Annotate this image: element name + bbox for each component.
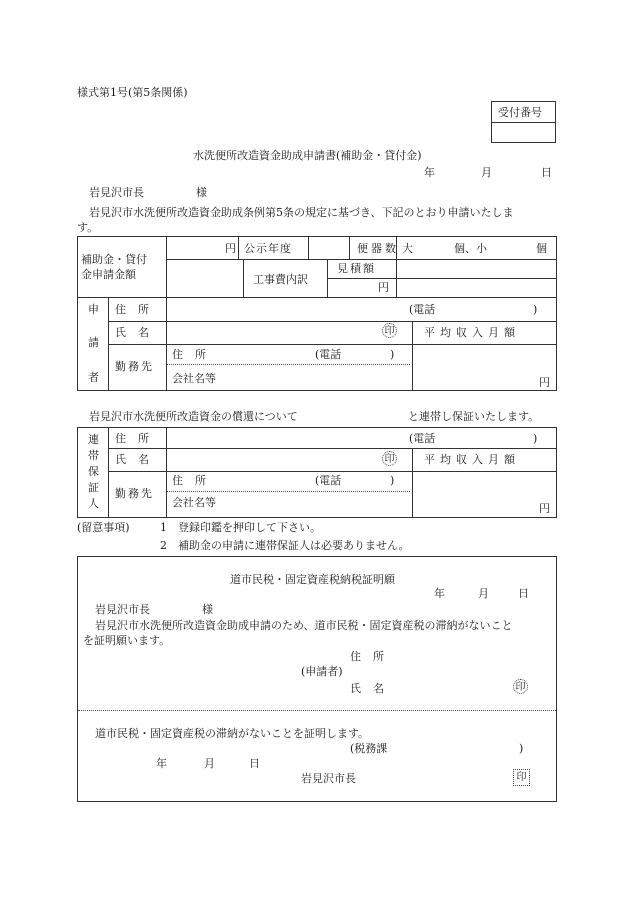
guarantor-label-3: 保 [88,465,99,478]
g-phone-label: (電話 [409,432,436,445]
form-title: 水洗便所改造資金助成申請書(補助金・貸付金) [193,149,422,162]
g-work-phone-close: ) [390,474,395,487]
estimate-label: 見積額 [337,262,376,275]
large-label: 大 [402,242,413,255]
g-work-phone-label: (電話 [315,474,342,487]
guarantee-statement-end: と連帯し保証いたします。 [408,410,540,423]
g-name-label: 氏名 [115,453,161,466]
tax-body-text-cont: を証明願います。 [83,634,171,647]
seal-icon: 印 [382,323,397,338]
date-month: 月 [481,166,492,179]
official-seal-icon: 印 [513,769,530,786]
application-table [77,236,557,391]
note-2-number: 2 [160,539,167,552]
intro-text-cont: す。 [77,221,99,234]
g-workplace-label: 勤務先 [115,487,154,500]
tax-certificate-box [77,556,557,802]
tax-applicant-label: (申請者) [301,665,343,678]
receipt-number-label: 受付番号 [498,106,542,119]
cert-date-day: 日 [249,757,260,770]
g-income-yen: 円 [539,502,550,515]
g-work-address-label: 住所 [172,474,218,487]
guarantor-label-2: 帯 [88,449,99,462]
tax-addressee-sama: 様 [202,603,213,616]
notes-label: (留意事項) [77,521,130,534]
estimate-yen: 円 [378,281,389,294]
guarantor-label-5: 人 [88,497,99,510]
addressee: 岩見沢市長 [89,186,144,199]
avg-income-label: 平均収入月額 [424,326,520,339]
phone-label: (電話 [409,303,436,316]
guarantor-label-4: 証 [88,481,99,494]
construction-breakdown-label: 工事費内訳 [253,273,308,286]
tax-date-year: 年 [434,587,445,600]
tax-title: 道市民税・固定資産税納税証明願 [230,573,395,586]
count-unit: 個 [536,242,547,255]
receipt-number-box [491,101,556,143]
applicant-label-1: 申 [88,303,99,316]
intro-text: 岩見沢市水洗便所改造資金助成条例第5条の規定に基づき、下記のとおり申請いたしま [89,206,514,219]
phone-close: ) [533,303,538,316]
g-phone-close: ) [533,432,538,445]
tax-address-label: 住所 [350,650,396,663]
guarantor-table [77,427,557,518]
tax-body-text: 岩見沢市水洗便所改造資金助成申請のため、道市民税・固定資産税の滞納がないこと [95,619,513,632]
guarantee-statement: 岩見沢市水洗便所改造資金の償還について [89,410,298,423]
date-day: 日 [541,166,552,179]
form-number: 様式第1号(第5条関係) [77,86,188,99]
work-phone-close: ) [390,348,395,361]
g-avg-income-label: 平均収入月額 [424,453,520,466]
company-label: 会社名等 [172,372,216,385]
amount-yen: 円 [225,242,236,255]
addressee-sama: 様 [196,186,207,199]
notice-year-label: 公示年度 [244,242,292,255]
guarantor-label-1: 連 [88,433,99,446]
address-label: 住所 [115,303,161,316]
tax-seal-icon: 印 [513,679,528,694]
tax-cert-text: 道市民税・固定資産税の滞納がないことを証明します。 [95,727,370,740]
name-label: 氏名 [115,326,161,339]
income-yen: 円 [539,376,550,389]
applicant-label-2: 請 [88,336,99,349]
note-1-number: 1 [160,521,167,534]
toilet-count-label: 便器数 [357,242,399,255]
cert-date-month: 月 [204,757,215,770]
amount-label: 補助金・貸付 金申請金額 [81,253,147,281]
work-phone-label: (電話 [315,348,342,361]
work-address-label: 住所 [172,348,218,361]
tax-dept-label: (税務課 [350,742,388,755]
small-label: 個、小 [454,242,487,255]
tax-name-label: 氏名 [350,682,396,695]
g-address-label: 住所 [115,432,161,445]
cert-date-year: 年 [156,757,167,770]
note-2-text: 補助金の申請に連帯保証人は必要ありません。 [178,539,410,552]
tax-addressee: 岩見沢市長 [95,603,150,616]
tax-date-day: 日 [518,587,529,600]
date-year: 年 [424,166,435,179]
note-1-text: 登録印鑑を押印して下さい。 [178,521,321,534]
workplace-label: 勤務先 [115,360,154,373]
g-company-label: 会社名等 [172,496,216,509]
g-seal-icon: 印 [382,451,397,466]
applicant-label-3: 者 [88,371,99,384]
tax-date-month: 月 [478,587,489,600]
tax-dept-close: ) [519,742,524,755]
cert-mayor: 岩見沢市長 [301,772,356,785]
